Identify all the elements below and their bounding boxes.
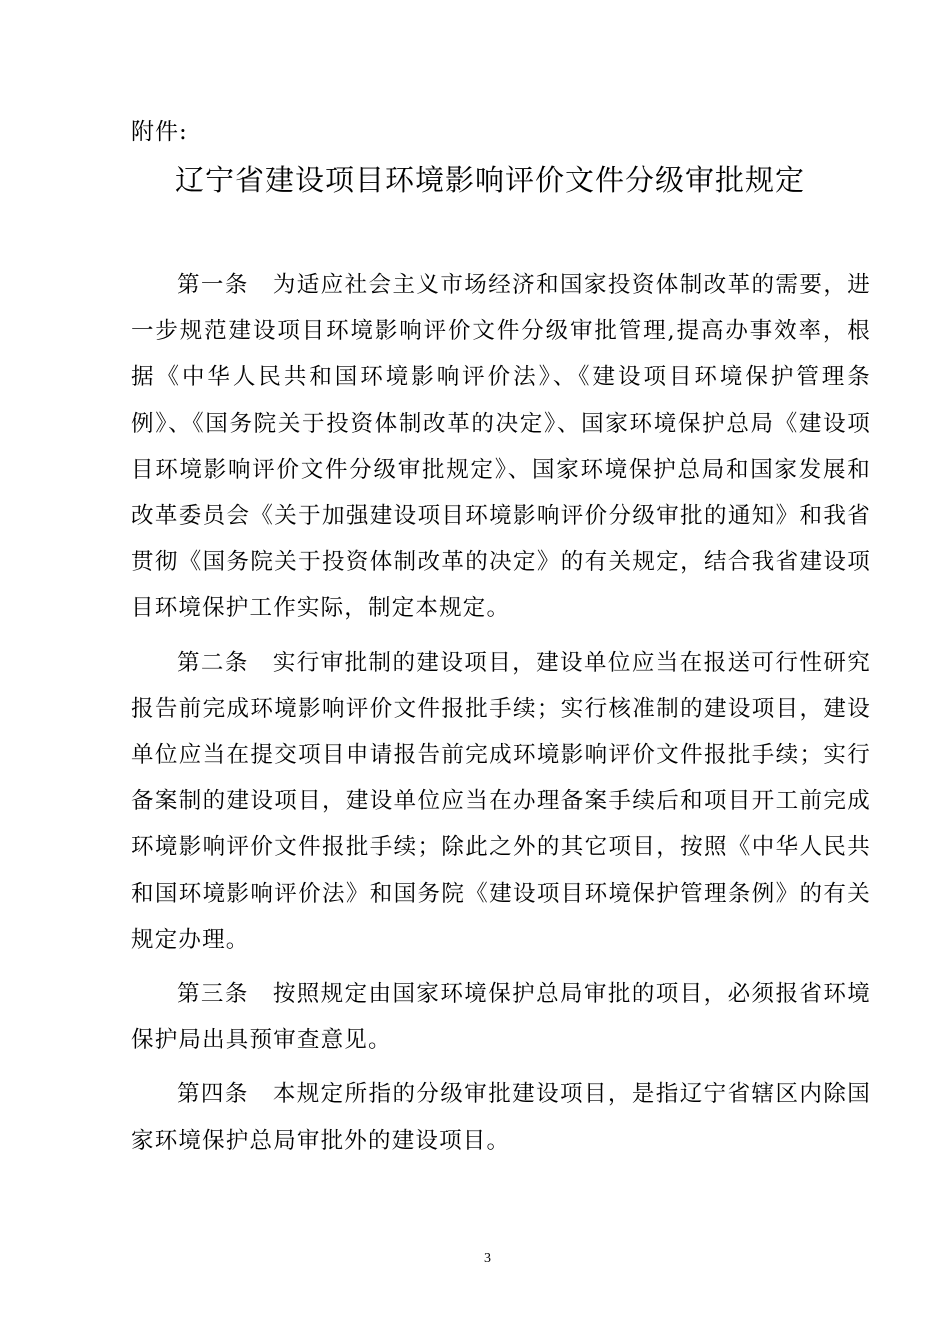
article-4-text: 本规定所指的分级审批建设项目，是指辽宁省辖区内除国家环境保护总局审批外的建设项目。 (131, 1081, 871, 1154)
article-4-number: 第四条 (177, 1081, 249, 1108)
article-2-number: 第二条 (177, 649, 249, 676)
article-1-number: 第一条 (177, 272, 249, 298)
article-1 (131, 262, 871, 632)
document-body (131, 262, 871, 1172)
page-number: 3 (484, 1251, 491, 1266)
article-3-text: 按照规定由国家环境保护总局审批的项目，必须报省环境保护局出具预审查意见。 (131, 981, 871, 1054)
article-4 (131, 1071, 871, 1163)
article-2 (131, 640, 871, 963)
article-3-number: 第三条 (177, 981, 249, 1008)
article-1-text: 为适应社会主义市场经济和国家投资体制改革的需要，进一步规范建设项目环境影响评价文件分级审批管理,提高办事效率，根据《中华人民共和国环境影响评价法》、《建设项目环境保护管理条例》、《国务院关于投资体制改革的决定》、国家环境保护总局《建设项目环境影响评价文件分级审批规定》、国家环境保护总局和国家发展和改革委员会《关于加强建设项目环境影响评价分级审批的通知》和我省贯彻《国务院关于投资体制改革的决定》的有关规定，结合我省建设项目环境保护工作实际，制定本规定。 (131, 272, 871, 622)
article-2-text: 实行审批制的建设项目，建设单位应当在报送可行性研究报告前完成环境影响评价文件报批手续；实行核准制的建设项目，建设单位应当在提交项目申请报告前完成环境影响评价文件报批手续；实行备案制的建设项目，建设单位应当在办理备案手续后和项目开工前完成环境影响评价文件报批手续；除此之外的其它项目，按照《中华人民共和国环境影响评价法》和国务院《建设项目环境保护管理条例》的有关规定办理。 (131, 649, 871, 953)
document-title: 辽宁省建设项目环境影响评价文件分级审批规定 (174, 163, 805, 197)
article-3 (131, 971, 871, 1063)
attachment-label: 附件: (131, 119, 188, 145)
